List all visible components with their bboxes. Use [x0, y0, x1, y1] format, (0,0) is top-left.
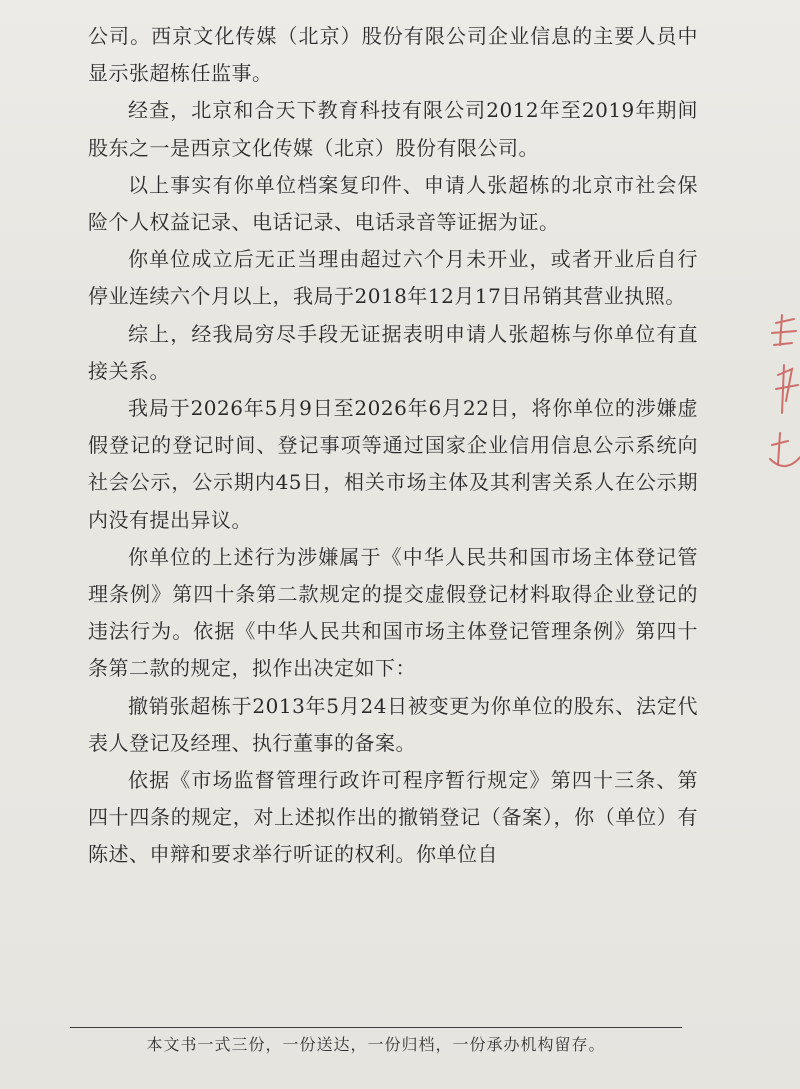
paragraph: 你单位的上述行为涉嫌属于《中华人民共和国市场主体登记管理条例》第四十条第二款规定的提交虚假登记材料取得企业登记的违法行为。依据《中华人民共和国市场主体登记管理条例》第四十条第二款的规定，拟作出决定如下：	[88, 544, 698, 681]
official-seal-stamp	[758, 305, 800, 485]
paragraph: 经查，北京和合天下教育科技有限公司2012年至2019年期间股东之一是西京文化传媒（北京）股份有限公司。	[88, 98, 698, 160]
footer-note: 本文书一式三份，一份送达，一份归档，一份承办机构留存。	[146, 1035, 606, 1054]
paragraph: 撤销张超栋于2013年5月24日被变更为你单位的股东、法定代表人登记及经理、执行董事的备案。	[88, 693, 698, 755]
document-body	[88, 18, 698, 874]
paragraph: 你单位成立后无正当理由超过六个月未开业，或者开业后自行停业连续六个月以上，我局于2018年12月17日吊销其营业执照。	[88, 247, 698, 309]
paragraph: 以上事实有你单位档案复印件、申请人张超栋的北京市社会保险个人权益记录、电话记录、电话录音等证据为证。	[88, 172, 698, 235]
paragraph: 公司。西京文化传媒（北京）股份有限公司企业信息的主要人员中显示张超栋任监事。	[88, 24, 698, 86]
paragraph: 我局于2026年5月9日至2026年6月22日，将你单位的涉嫌虚假登记的登记时间、登记事项等通过国家企业信用信息公示系统向社会公示，公示期内45日，相关市场主体及其利害关系人在公示期内没有提出异议。	[88, 396, 698, 532]
paragraph: 综上，经我局穷尽手段无证据表明申请人张超栋与你单位有直接关系。	[88, 321, 698, 383]
paragraph: 依据《市场监督管理行政许可程序暂行规定》第四十三条、第四十四条的规定，对上述拟作出的撤销登记（备案），你（单位）有陈述、申辩和要求举行听证的权利。你单位自	[88, 768, 698, 867]
footer-divider	[70, 1027, 682, 1028]
